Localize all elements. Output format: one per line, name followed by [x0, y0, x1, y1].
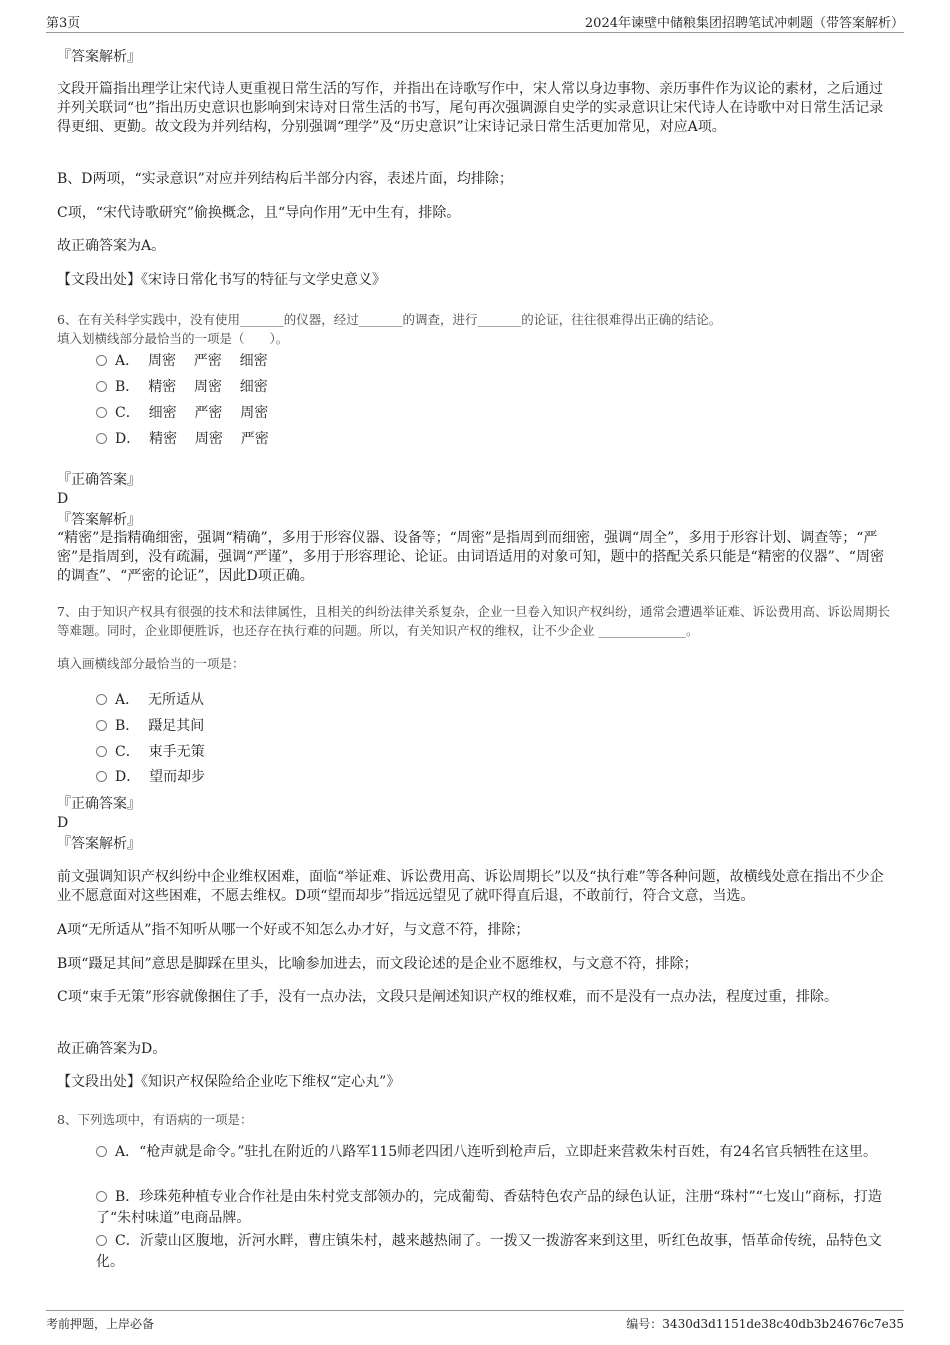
page-header [46, 10, 904, 33]
q8-option-c[interactable]: C．沂蒙山区腹地，沂河水畔，曹庄镇朱村，越来越热闹了。一拨又一拨游客来到这里，听红色故事，悟革命传统，品特色文化。 [96, 1233, 882, 1270]
q5-analysis-p4: 故正确答案为A。 [57, 238, 166, 254]
page-number: 第3页 [46, 16, 81, 31]
q7-option-d[interactable]: D． 望而却步 [96, 768, 205, 787]
q5-analysis-title: 『答案解析』 [57, 49, 141, 65]
q7-analysis-p2: A项“无所适从”指不知听从哪一个好或不知怎么办才好，与文意不符，排除； [57, 922, 530, 938]
q6-option-c[interactable]: C． 细密 严密 周密 [96, 404, 268, 423]
q7-analysis-p3: B项“蹑足其间”意思是脚踩在里头，比喻参加进去，而文段论述的是企业不愿维权，与文意不符，排除； [57, 956, 698, 972]
q7-analysis-p5: 故正确答案为D。 [57, 1041, 167, 1057]
q7-stem: 7、由于知识产权具有很强的技术和法律属性，且相关的纠纷法律关系复杂，企业一旦卷入知识产权纠纷，通常会遭遇举证难、诉讼费用高、诉讼周期长等难题。同时，企业即便胜诉，也还存在执行难的问题。所以，有关知识产权的维权，让不少企业 ______________。 [57, 604, 890, 638]
q7-analysis-p1: 前文强调知识产权纠纷中企业维权困难，面临“举证难、诉讼费用高、诉讼周期长”以及“执行难”等各种问题，故横线处意在指出不少企业不愿意面对这些困难，不愿去维权。D项“望而却步”指远远望见了就吓得直后退，不敢前行，符合文意，当选。 [57, 869, 884, 904]
radio-icon[interactable] [96, 720, 107, 731]
radio-icon[interactable] [96, 1235, 107, 1246]
q6-answer-title: 『正确答案』 [57, 472, 141, 488]
q7-option-c[interactable]: C． 束手无策 [96, 743, 205, 762]
radio-icon[interactable] [96, 694, 107, 705]
q6-option-b[interactable]: B． 精密 周密 细密 [96, 378, 268, 397]
radio-icon[interactable] [96, 433, 107, 444]
radio-icon[interactable] [96, 771, 107, 782]
page-footer [46, 1310, 904, 1335]
radio-icon[interactable] [96, 1191, 107, 1202]
q8-stem: 8、下列选项中，有语病的一项是： [57, 1112, 253, 1127]
q6-instruction: 填入划横线部分最恰当的一项是（ ）。 [57, 331, 289, 346]
q5-analysis-p3: C项，“宋代诗歌研究”偷换概念，且“导向作用”无中生有，排除。 [57, 205, 461, 221]
radio-icon[interactable] [96, 746, 107, 757]
q8-option-b[interactable]: B．珍珠苑种植专业合作社是由朱村党支部领办的，完成葡萄、香菇特色农产品的绿色认证，注册“珠村”“七岌山”商标，打造了“朱村味道”电商品牌。 [96, 1189, 882, 1226]
q5-source: 【文段出处】《宋诗日常化书写的特征与文学史意义》 [57, 272, 386, 288]
radio-icon[interactable] [96, 1146, 107, 1157]
q7-analysis-p4: C项“束手无策”形容就像捆住了手，没有一点办法，文段只是阐述知识产权的维权难，而不是没有一点办法，程度过重，排除。 [57, 989, 839, 1005]
document-title: 2024年谏壁中储粮集团招聘笔试冲刺题（带答案解析） [584, 16, 904, 31]
radio-icon[interactable] [96, 381, 107, 392]
q6-analysis: “精密”是指精确细密，强调“精确”，多用于形容仪器、设备等；“周密”是指周到而细密，强调“周全”，多用于形容计划、调查等；“严密”是指周到，没有疏漏，强调“严谨”，多用于形容理论、论证。由词语适用的对象可知，题中的搭配关系只能是“精密的仪器”、“周密的调查”、“严密的论证”，因此D项正确。 [57, 530, 884, 584]
q8-option-a[interactable]: A．“枪声就是命令。”驻扎在附近的八路军115师老四团八连听到枪声后，立即赶来营救朱村百姓，有24名官兵牺牲在这里。 [96, 1142, 896, 1163]
q7-analysis-title: 『答案解析』 [57, 836, 141, 852]
q6-stem: 6、在有关科学实践中，没有使用_______的仪器，经过_______的调查，进行_______的论证，往往很难得出正确的结论。 [57, 312, 722, 327]
radio-icon[interactable] [96, 407, 107, 418]
q5-analysis-p2: B、D两项，“实录意识”对应并列结构后半部分内容，表述片面，均排除； [57, 171, 513, 187]
q6-analysis-title: 『答案解析』 [57, 512, 141, 528]
q7-option-a[interactable]: A． 无所适从 [96, 691, 204, 710]
q7-source: 【文段出处】《知识产权保险给企业吃下维权“定心丸”》 [57, 1074, 401, 1090]
q7-answer: D [57, 815, 69, 831]
footer-slogan: 考前押题，上岸必备 [46, 1317, 155, 1331]
q7-instruction: 填入画横线部分最恰当的一项是： [57, 656, 245, 671]
q7-option-b[interactable]: B． 蹑足其间 [96, 717, 204, 736]
q6-option-a[interactable]: A． 周密 严密 细密 [96, 352, 268, 371]
document-id: 编号：3430d3d1151de38c40db3b24676c7e35 [626, 1317, 904, 1331]
q6-answer: D [57, 491, 69, 507]
q7-answer-title: 『正确答案』 [57, 796, 141, 812]
q6-option-d[interactable]: D． 精密 周密 严密 [96, 430, 269, 449]
radio-icon[interactable] [96, 355, 107, 366]
q5-analysis-p1: 文段开篇指出理学让宋代诗人更重视日常生活的写作，并指出在诗歌写作中，宋人常以身边事物、亲历事件作为议论的素材，之后通过并列关联词“也”指出历史意识也影响到宋诗对日常生活的书写，尾句再次强调源自史学的实录意识让宋代诗人在诗歌中对日常生活记录得更细、更勤。故文段为并列结构，分别强调“理学”及“历史意识”让宋诗记录日常生活更加常见，对应A项。 [57, 81, 884, 135]
